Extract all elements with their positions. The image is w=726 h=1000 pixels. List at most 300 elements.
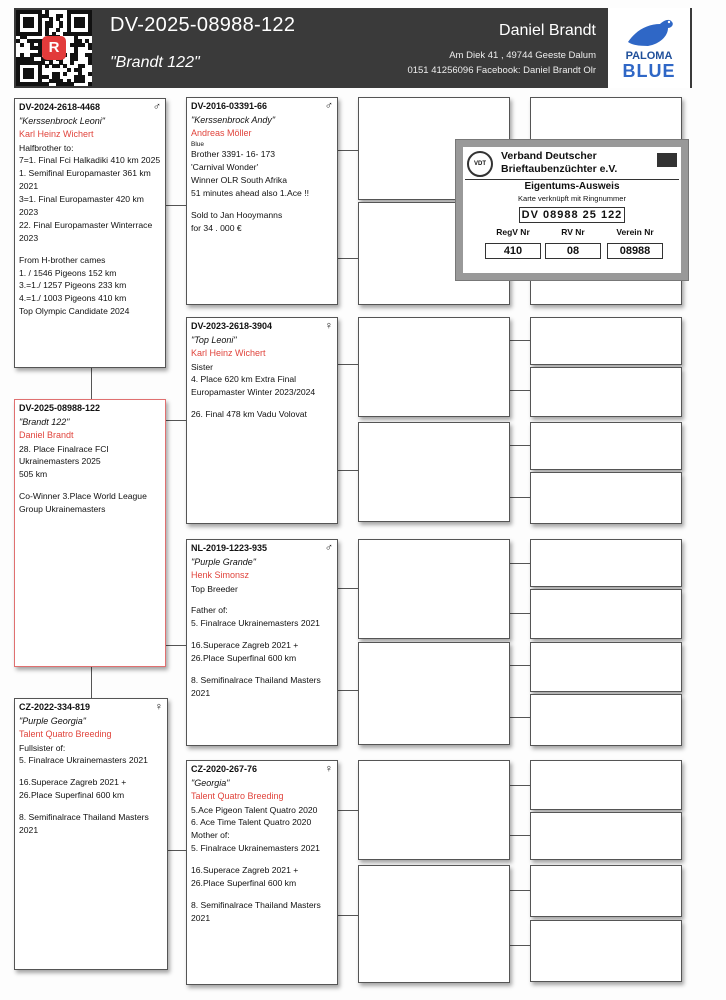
dam-dam-card[interactable] bbox=[186, 760, 338, 985]
qr-module bbox=[88, 82, 92, 86]
qr-module bbox=[81, 21, 85, 25]
qr-module bbox=[30, 32, 34, 36]
qr-module bbox=[74, 10, 78, 14]
breeder-name: Daniel Brandt bbox=[19, 430, 74, 440]
great-great-grandparent-box[interactable] bbox=[530, 589, 682, 639]
qr-module bbox=[67, 14, 71, 18]
qr-module bbox=[27, 57, 31, 61]
connector-line bbox=[338, 150, 358, 151]
great-great-grandparent-box[interactable] bbox=[530, 317, 682, 365]
qr-module bbox=[70, 43, 74, 47]
qr-module bbox=[45, 10, 49, 14]
qr-module bbox=[23, 24, 27, 28]
qr-module bbox=[49, 79, 53, 83]
qr-module bbox=[38, 28, 42, 32]
qr-module bbox=[74, 46, 78, 50]
achievement-line: 'Carnival Wonder' bbox=[191, 162, 259, 173]
qr-module bbox=[59, 82, 63, 86]
qr-logo: R bbox=[42, 36, 66, 60]
connector-line bbox=[338, 364, 358, 365]
achievement-line: 8. Semifinalrace Thailand Masters 2021 bbox=[191, 899, 321, 923]
connector-line bbox=[510, 445, 530, 446]
great-great-grandparent-box[interactable] bbox=[530, 760, 682, 810]
pigeon-name: "Purple Grande" bbox=[191, 556, 256, 567]
qr-module bbox=[88, 24, 92, 28]
qr-code[interactable] bbox=[16, 10, 92, 86]
qr-module bbox=[30, 82, 34, 86]
connector-line bbox=[510, 340, 530, 341]
qr-module bbox=[30, 72, 34, 76]
qr-module bbox=[23, 68, 27, 72]
achievement-line: 3.=1./ 1257 Pigeons 233 km bbox=[19, 280, 127, 291]
connector-line bbox=[91, 667, 92, 698]
qr-module bbox=[34, 82, 38, 86]
great-great-grandparent-box[interactable] bbox=[530, 865, 682, 917]
qr-module bbox=[67, 21, 71, 25]
qr-module bbox=[20, 82, 24, 86]
great-grandparent-box[interactable] bbox=[358, 422, 510, 522]
spacer bbox=[19, 802, 163, 811]
qr-module bbox=[78, 32, 82, 36]
achievement-line: Top Olympic Candidate 2024 bbox=[19, 306, 130, 317]
qr-module bbox=[85, 32, 89, 36]
ring-number: DV-2024-2618-4468 bbox=[19, 102, 101, 112]
divider bbox=[465, 179, 679, 180]
achievement-line: 8. Semifinalrace Thailand Masters 2021 bbox=[19, 812, 149, 835]
achievement-line: Winner OLR South Afrika bbox=[191, 175, 288, 186]
qr-module bbox=[74, 39, 78, 43]
male-icon: ♂ bbox=[324, 542, 333, 554]
qr-module bbox=[23, 17, 27, 21]
qr-module bbox=[85, 39, 89, 43]
connector-line bbox=[166, 420, 186, 421]
qr-module bbox=[67, 28, 71, 32]
breeder-name: Karl Heinz Wichert bbox=[19, 129, 94, 139]
female-icon: ♀ bbox=[324, 763, 333, 775]
achievement-line: 1. Semifinal Europamaster 361 km 2021 bbox=[19, 168, 151, 192]
header-pigeon-name: "Brandt 122" bbox=[110, 54, 200, 71]
qr-module bbox=[27, 17, 31, 21]
spacer bbox=[191, 595, 333, 604]
qr-module bbox=[56, 64, 60, 68]
qr-module bbox=[27, 39, 31, 43]
qr-module bbox=[67, 32, 71, 36]
rv-label: RV Nr bbox=[561, 227, 585, 237]
qr-module bbox=[23, 21, 27, 25]
verein-value: 08988 bbox=[607, 243, 663, 259]
qr-module bbox=[81, 75, 85, 79]
great-great-grandparent-box[interactable] bbox=[530, 367, 682, 417]
spacer bbox=[19, 481, 161, 490]
qr-module bbox=[67, 24, 71, 28]
qr-module bbox=[56, 28, 60, 32]
qr-module bbox=[78, 10, 82, 14]
qr-module bbox=[56, 17, 60, 21]
spacer bbox=[191, 890, 333, 899]
ring-number: DV-2025-08988-122 bbox=[19, 403, 101, 413]
qr-module bbox=[45, 64, 49, 68]
qr-module bbox=[88, 28, 92, 32]
ring-number: NL-2019-1223-935 bbox=[191, 543, 268, 553]
qr-module bbox=[74, 32, 78, 36]
qr-module bbox=[74, 43, 78, 47]
great-grandparent-box[interactable] bbox=[358, 642, 510, 745]
achievement-line: 16.Superace Zagreb 2021 + bbox=[191, 640, 299, 651]
qr-module bbox=[16, 79, 20, 83]
qr-module bbox=[38, 32, 42, 36]
qr-module bbox=[78, 39, 82, 43]
qr-module bbox=[70, 61, 74, 65]
breeder-name: Henk Simonsz bbox=[191, 570, 250, 580]
ownership-card-inner bbox=[463, 147, 681, 273]
qr-module bbox=[20, 32, 24, 36]
regv-label: RegV Nr bbox=[496, 227, 530, 237]
qr-module bbox=[52, 75, 56, 79]
qr-module bbox=[78, 72, 82, 76]
qr-module bbox=[88, 43, 92, 47]
subject-card[interactable] bbox=[14, 399, 166, 667]
qr-module bbox=[27, 24, 31, 28]
achievement-line: Halfbrother to: bbox=[19, 142, 74, 153]
qr-module bbox=[41, 82, 45, 86]
qr-module bbox=[38, 68, 42, 72]
qr-module bbox=[63, 64, 67, 68]
qr-module bbox=[30, 39, 34, 43]
connector-line bbox=[338, 470, 358, 471]
qr-module bbox=[23, 32, 27, 36]
connector-line bbox=[338, 690, 358, 691]
ring-number: DV-2016-03391-66 bbox=[191, 101, 268, 111]
qr-module bbox=[20, 43, 24, 47]
qr-module bbox=[59, 24, 63, 28]
achievement-line: Co-Winner 3.Place World League bbox=[19, 491, 147, 502]
qr-module bbox=[30, 21, 34, 25]
achievement-line: 5. Finalrace Ukrainemasters 2021 bbox=[191, 843, 320, 854]
great-great-grandparent-box[interactable] bbox=[530, 472, 682, 524]
header-contact: 0151 41256096 Facebook: Daniel Brandt Olr bbox=[407, 65, 596, 76]
qr-module bbox=[23, 35, 27, 39]
qr-module bbox=[74, 75, 78, 79]
achievement-lines bbox=[19, 443, 161, 516]
qr-module bbox=[45, 24, 49, 28]
qr-module bbox=[52, 64, 56, 68]
rv-value: 08 bbox=[545, 243, 601, 259]
qr-module bbox=[88, 57, 92, 61]
qr-module bbox=[67, 17, 71, 21]
pigeon-name: "Kerssenbrock Andy" bbox=[191, 114, 276, 125]
pigeon-name: "Georgia" bbox=[191, 777, 230, 788]
qr-module bbox=[70, 82, 74, 86]
qr-module bbox=[45, 82, 49, 86]
qr-module bbox=[23, 61, 27, 65]
qr-module bbox=[38, 64, 42, 68]
achievement-line: for 34 . 000 € bbox=[191, 222, 242, 233]
great-great-grandparent-box[interactable] bbox=[530, 422, 682, 470]
qr-module bbox=[63, 32, 67, 36]
qr-module bbox=[81, 79, 85, 83]
achievement-line: 26.Place Superfinal 600 km bbox=[191, 877, 297, 888]
qr-module bbox=[16, 39, 20, 43]
qr-module bbox=[20, 61, 24, 65]
card-subtitle: Karte verknüpft mit Ringnummer bbox=[518, 194, 626, 203]
achievement-line: 6. Ace Time Talent Quatro 2020 bbox=[191, 817, 312, 828]
qr-module bbox=[34, 53, 38, 57]
dam-card[interactable] bbox=[14, 698, 168, 970]
qr-module bbox=[30, 75, 34, 79]
qr-module bbox=[30, 68, 34, 72]
qr-module bbox=[56, 72, 60, 76]
qr-module bbox=[88, 14, 92, 18]
connector-line bbox=[510, 563, 530, 564]
logo-top-text: PALOMA bbox=[625, 50, 673, 62]
connector-line bbox=[510, 665, 530, 666]
logo-bottom-text: BLUE bbox=[622, 61, 676, 81]
qr-module bbox=[78, 24, 82, 28]
achievement-line: 26.Place Superfinal 600 km bbox=[191, 653, 297, 664]
achievement-line: 16.Superace Zagreb 2021 + bbox=[19, 777, 127, 788]
qr-module bbox=[16, 57, 20, 61]
qr-module bbox=[88, 10, 92, 14]
achievement-line: Sold to Jan Hooymanns bbox=[191, 209, 283, 220]
qr-module bbox=[41, 75, 45, 79]
connector-line bbox=[510, 497, 530, 498]
spacer bbox=[19, 767, 163, 776]
spacer bbox=[191, 665, 333, 674]
qr-module bbox=[30, 17, 34, 21]
qr-module bbox=[67, 82, 71, 86]
qr-module bbox=[38, 79, 42, 83]
great-great-grandparent-box[interactable] bbox=[530, 539, 682, 587]
qr-module bbox=[20, 57, 24, 61]
achievement-line: 28. Place Finalrace FCI Ukrainemasters 2025 bbox=[19, 443, 109, 467]
qr-module bbox=[38, 17, 42, 21]
connector-line bbox=[510, 613, 530, 614]
connector-line bbox=[91, 368, 92, 399]
qr-module bbox=[34, 32, 38, 36]
qr-module bbox=[88, 61, 92, 65]
achievement-line: 3=1. Final Europamaster 420 km 2023 bbox=[19, 194, 144, 217]
connector-line bbox=[338, 258, 358, 259]
sire-sire-card[interactable] bbox=[186, 97, 338, 305]
qr-module bbox=[70, 57, 74, 61]
great-grandparent-box[interactable] bbox=[358, 865, 510, 983]
qr-module bbox=[88, 17, 92, 21]
qr-module bbox=[49, 21, 53, 25]
qr-module bbox=[16, 68, 20, 72]
qr-module bbox=[38, 10, 42, 14]
achievement-line: 5. Finalrace Ukrainemasters 2021 bbox=[19, 755, 148, 766]
qr-module bbox=[23, 72, 27, 76]
qr-module bbox=[16, 10, 20, 14]
qr-module bbox=[23, 57, 27, 61]
qr-module bbox=[49, 17, 53, 21]
achievement-line: From H-brother cames bbox=[19, 254, 106, 265]
great-great-grandparent-box[interactable] bbox=[530, 694, 682, 746]
achievement-line: Europamaster Winter 2023/2024 bbox=[191, 387, 316, 398]
qr-module bbox=[30, 43, 34, 47]
qr-module bbox=[74, 17, 78, 21]
achievement-line: 26. Final 478 km Vadu Volovat bbox=[191, 409, 307, 420]
qr-module bbox=[30, 57, 34, 61]
qr-module bbox=[59, 79, 63, 83]
qr-module bbox=[30, 10, 34, 14]
qr-module bbox=[38, 75, 42, 79]
qr-module bbox=[16, 14, 20, 18]
qr-module bbox=[88, 53, 92, 57]
achievement-line: Sister bbox=[191, 361, 213, 372]
great-grandparent-box[interactable] bbox=[358, 760, 510, 860]
great-great-grandparent-box[interactable] bbox=[530, 920, 682, 982]
qr-module bbox=[78, 64, 82, 68]
qr-module bbox=[67, 79, 71, 83]
achievement-line: Brother 3391- 16- 173 bbox=[191, 149, 276, 160]
great-grandparent-box[interactable] bbox=[358, 317, 510, 417]
connector-line bbox=[338, 915, 358, 916]
qr-module bbox=[27, 68, 31, 72]
connector-line bbox=[510, 890, 530, 891]
qr-module bbox=[27, 10, 31, 14]
qr-module bbox=[74, 35, 78, 39]
qr-module bbox=[59, 14, 63, 18]
qr-module bbox=[63, 82, 67, 86]
qr-module bbox=[49, 24, 53, 28]
achievement-line: Mother of: bbox=[191, 830, 230, 841]
achievement-lines bbox=[191, 804, 333, 925]
qr-module bbox=[34, 61, 38, 65]
male-icon: ♂ bbox=[324, 100, 333, 112]
qr-module bbox=[56, 75, 60, 79]
qr-module bbox=[78, 43, 82, 47]
qr-module bbox=[27, 32, 31, 36]
qr-module bbox=[45, 75, 49, 79]
qr-module bbox=[81, 32, 85, 36]
achievement-line: 4.=1./ 1003 Pigeons 410 km bbox=[19, 293, 127, 304]
sire-card[interactable] bbox=[14, 98, 166, 368]
qr-module bbox=[16, 21, 20, 25]
qr-module bbox=[88, 46, 92, 50]
qr-module bbox=[16, 75, 20, 79]
connector-line bbox=[510, 717, 530, 718]
qr-module bbox=[88, 32, 92, 36]
qr-module bbox=[16, 61, 20, 65]
org-name-line1: Verband Deutscher bbox=[501, 150, 597, 162]
pigeon-name: "Purple Georgia" bbox=[19, 715, 86, 726]
qr-module bbox=[30, 46, 34, 50]
female-icon: ♀ bbox=[324, 320, 333, 332]
qr-module bbox=[38, 82, 42, 86]
qr-module bbox=[88, 21, 92, 25]
regv-value: 410 bbox=[485, 243, 541, 259]
qr-module bbox=[23, 75, 27, 79]
header-ring-number: DV-2025-08988-122 bbox=[110, 14, 296, 36]
qr-module bbox=[30, 61, 34, 65]
qr-module bbox=[85, 10, 89, 14]
qr-module bbox=[34, 46, 38, 50]
qr-module bbox=[27, 61, 31, 65]
dam-sire-card[interactable] bbox=[186, 539, 338, 746]
ring-number: DV-2023-2618-3904 bbox=[191, 321, 273, 331]
qr-module bbox=[38, 21, 42, 25]
qr-module bbox=[20, 10, 24, 14]
qr-module bbox=[16, 28, 20, 32]
qr-module bbox=[67, 68, 71, 72]
qr-module bbox=[38, 61, 42, 65]
female-icon: ♀ bbox=[154, 701, 163, 713]
qr-module bbox=[56, 82, 60, 86]
card-ring-number: DV 08988 25 122 bbox=[519, 207, 625, 223]
qr-module bbox=[81, 10, 85, 14]
breeder-name: Talent Quatro Breeding bbox=[191, 791, 284, 801]
ring-number: CZ-2020-267-76 bbox=[191, 764, 258, 774]
qr-module bbox=[30, 24, 34, 28]
achievement-line: Group Ukrainemasters bbox=[19, 504, 106, 515]
achievement-line: 7=1. Final Fci Halkadiki 410 km 2025 bbox=[19, 155, 161, 166]
achievement-line: Father of: bbox=[191, 605, 228, 616]
achievement-lines bbox=[191, 583, 333, 700]
org-name-line2: Brieftaubenzüchter e.V. bbox=[501, 162, 618, 175]
great-grandparent-box[interactable] bbox=[358, 539, 510, 639]
qr-module bbox=[16, 17, 20, 21]
ownership-card bbox=[455, 139, 689, 281]
connector-line bbox=[166, 205, 186, 206]
qr-module bbox=[70, 53, 74, 57]
achievement-line: 22. Final Europamaster Winterrace 2023 bbox=[19, 219, 153, 243]
qr-module bbox=[20, 53, 24, 57]
qr-module bbox=[74, 68, 78, 72]
qr-module bbox=[23, 82, 27, 86]
pigeon-flag-icon bbox=[657, 153, 677, 167]
achievement-line: 4. Place 620 km Extra Final bbox=[191, 374, 297, 385]
qr-module bbox=[74, 24, 78, 28]
achievement-line: 51 minutes ahead also 1.Ace !! bbox=[191, 187, 310, 198]
qr-module bbox=[16, 64, 20, 68]
great-great-grandparent-box[interactable] bbox=[530, 812, 682, 860]
qr-module bbox=[52, 72, 56, 76]
spacer bbox=[191, 855, 333, 864]
qr-module bbox=[23, 10, 27, 14]
org-name bbox=[501, 150, 617, 175]
qr-module bbox=[78, 79, 82, 83]
spacer bbox=[19, 245, 161, 254]
qr-module bbox=[81, 43, 85, 47]
breeder-name: Talent Quatro Breeding bbox=[19, 729, 112, 739]
qr-module bbox=[81, 24, 85, 28]
achievement-lines bbox=[191, 361, 333, 422]
spacer bbox=[191, 399, 333, 408]
breeder-name: Karl Heinz Wichert bbox=[191, 348, 266, 358]
achievement-lines bbox=[19, 742, 163, 837]
sire-dam-card[interactable] bbox=[186, 317, 338, 524]
qr-module bbox=[88, 72, 92, 76]
connector-line bbox=[510, 945, 530, 946]
qr-module bbox=[78, 17, 82, 21]
qr-module bbox=[30, 53, 34, 57]
pedigree-header bbox=[14, 8, 692, 88]
paloma-blue-logo bbox=[608, 8, 690, 88]
great-great-grandparent-box[interactable] bbox=[530, 642, 682, 692]
qr-module bbox=[34, 10, 38, 14]
qr-module bbox=[74, 53, 78, 57]
qr-module bbox=[74, 57, 78, 61]
qr-module bbox=[67, 10, 71, 14]
achievement-line: 1. / 1546 Pigeons 152 km bbox=[19, 267, 117, 278]
qr-module bbox=[52, 79, 56, 83]
pigeon-name: "Kerssenbrock Leoni" bbox=[19, 115, 105, 126]
qr-module bbox=[38, 24, 42, 28]
qr-module bbox=[20, 35, 24, 39]
qr-module bbox=[81, 64, 85, 68]
connector-line bbox=[166, 645, 186, 646]
